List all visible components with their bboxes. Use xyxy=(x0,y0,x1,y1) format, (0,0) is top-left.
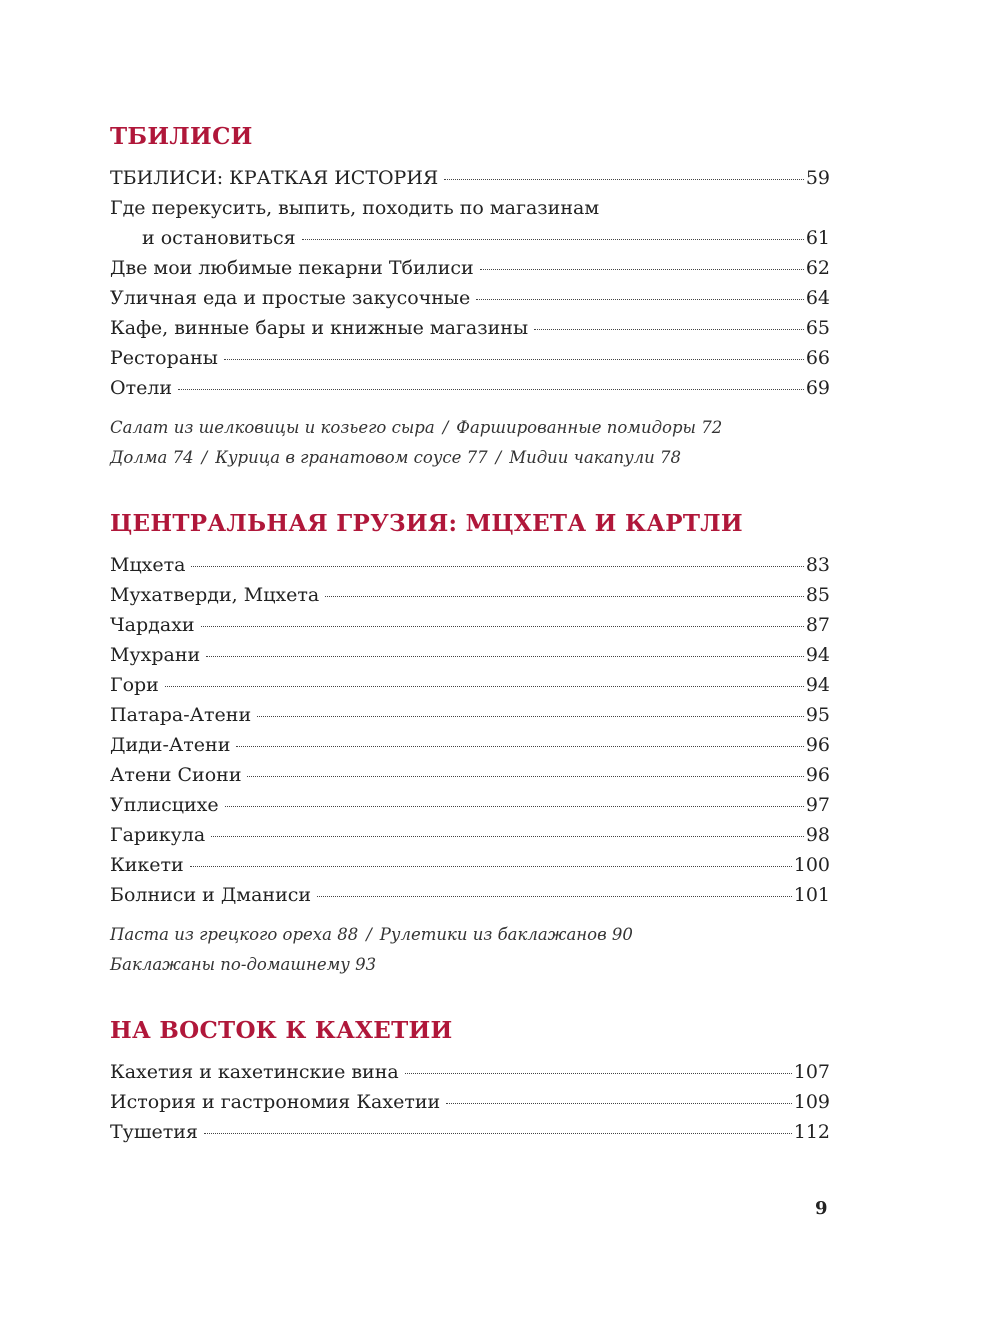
recipe-separator: / xyxy=(495,448,502,467)
page-number: 9 xyxy=(815,1198,828,1219)
toc-entry[interactable] xyxy=(110,670,830,700)
entry-page-number: 101 xyxy=(793,884,830,906)
recipe-link[interactable]: Паста из грецкого ореха 88 xyxy=(110,925,359,944)
entry-label: Кикети xyxy=(110,854,184,876)
dot-leader xyxy=(236,746,803,747)
entry-label: Атени Сиони xyxy=(110,764,242,786)
toc-entry[interactable] xyxy=(110,610,830,640)
toc-entry[interactable] xyxy=(110,790,830,820)
recipe-link[interactable]: Мидии чакапули 78 xyxy=(509,448,682,467)
entry-label: Мцхета xyxy=(110,554,186,576)
entry-label: и остановиться xyxy=(142,227,296,249)
dot-leader xyxy=(190,866,792,867)
entry-page-number: 83 xyxy=(805,554,830,576)
entry-label: Кахетия и кахетинские вина xyxy=(110,1061,399,1083)
toc-entry[interactable] xyxy=(110,343,830,373)
entry-page-number: 112 xyxy=(793,1121,830,1143)
entry-page-number: 94 xyxy=(805,644,830,666)
entry-label: Тушетия xyxy=(110,1121,198,1143)
toc-entry[interactable] xyxy=(110,550,830,580)
section-title: ТБИЛИСИ xyxy=(110,123,253,150)
entry-label: Рестораны xyxy=(110,347,218,369)
section-title: ЦЕНТРАЛЬНАЯ ГРУЗИЯ: МЦХЕТА И КАРТЛИ xyxy=(110,510,743,537)
entry-page-number: 61 xyxy=(805,227,830,249)
toc-entry[interactable] xyxy=(110,163,830,193)
toc-entry[interactable] xyxy=(110,1117,830,1147)
entry-page-number: 62 xyxy=(805,257,830,279)
entry-label: Болниси и Дманиси xyxy=(110,884,312,906)
dot-leader xyxy=(206,656,804,657)
recipe-separator: / xyxy=(201,448,208,467)
dot-leader xyxy=(444,179,804,180)
toc-entry[interactable] xyxy=(110,283,830,313)
entry-label: Диди-Атени xyxy=(110,734,231,756)
recipe-separator: / xyxy=(366,925,372,944)
toc-entry[interactable] xyxy=(110,313,830,343)
entry-label: Уплисцихе xyxy=(110,794,219,816)
entry-label: ТБИЛИСИ: КРАТКАЯ ИСТОРИЯ xyxy=(110,167,439,189)
dot-leader xyxy=(317,896,792,897)
dot-leader xyxy=(480,269,804,270)
entry-page-number: 96 xyxy=(805,734,830,756)
toc-entry[interactable] xyxy=(110,730,830,760)
dot-leader xyxy=(446,1103,792,1104)
entry-label: Отели xyxy=(110,377,173,399)
entry-page-number: 65 xyxy=(805,317,830,339)
entry-page-number: 85 xyxy=(805,584,830,606)
dot-leader xyxy=(178,389,804,390)
dot-leader xyxy=(405,1073,792,1074)
entry-label: Кафе, винные бары и книжные магазины xyxy=(110,317,529,339)
toc-entry[interactable] xyxy=(110,223,830,253)
toc-entry[interactable] xyxy=(110,880,830,910)
section-kakheti xyxy=(110,1014,830,1147)
entry-label: Мухатверди, Мцхета xyxy=(110,584,320,606)
toc-entry[interactable] xyxy=(110,373,830,403)
toc-entry[interactable] xyxy=(110,253,830,283)
entry-label: Патара-Атени xyxy=(110,704,252,726)
recipe-list xyxy=(110,413,830,473)
recipe-link[interactable]: Фаршированные помидоры 72 xyxy=(456,418,723,437)
table-of-contents xyxy=(110,120,830,1147)
section-central-georgia xyxy=(110,507,830,980)
entry-label: Гори xyxy=(110,674,159,696)
entry-page-number: 96 xyxy=(805,764,830,786)
entry-page-number: 87 xyxy=(805,614,830,636)
dot-leader xyxy=(247,776,803,777)
toc-entry[interactable] xyxy=(110,820,830,850)
entry-page-number: 69 xyxy=(805,377,830,399)
entry-page-number: 98 xyxy=(805,824,830,846)
dot-leader xyxy=(534,329,804,330)
dot-leader xyxy=(257,716,804,717)
dot-leader xyxy=(165,686,804,687)
entry-page-number: 100 xyxy=(793,854,830,876)
recipe-line xyxy=(110,920,830,950)
recipe-line xyxy=(110,413,830,443)
entry-label: Уличная еда и простые закусочные xyxy=(110,287,471,309)
dot-leader xyxy=(476,299,804,300)
toc-entry[interactable] xyxy=(110,580,830,610)
dot-leader xyxy=(191,566,803,567)
toc-entry[interactable] xyxy=(110,1057,830,1087)
dot-leader xyxy=(325,596,804,597)
entry-page-number: 59 xyxy=(805,167,830,189)
dot-leader xyxy=(204,1133,792,1134)
recipe-line xyxy=(110,950,830,980)
recipe-separator: / xyxy=(442,418,449,437)
recipe-line xyxy=(110,443,830,473)
toc-entry[interactable] xyxy=(110,760,830,790)
toc-entry[interactable] xyxy=(110,850,830,880)
entry-page-number: 107 xyxy=(793,1061,830,1083)
entry-label: Чардахи xyxy=(110,614,195,636)
entry-label: Две мои любимые пекарни Тбилиси xyxy=(110,257,474,279)
toc-entry[interactable] xyxy=(110,700,830,730)
entry-label: Гарикула xyxy=(110,824,206,846)
entry-page-number: 109 xyxy=(793,1091,830,1113)
recipe-link[interactable]: Рулетики из баклажанов 90 xyxy=(379,925,633,944)
entry-page-number: 66 xyxy=(805,347,830,369)
dot-leader xyxy=(224,359,804,360)
dot-leader xyxy=(201,626,804,627)
dot-leader xyxy=(302,239,804,240)
entry-page-number: 64 xyxy=(805,287,830,309)
entry-page-number: 95 xyxy=(805,704,830,726)
dot-leader xyxy=(225,806,804,807)
toc-entry[interactable] xyxy=(110,640,830,670)
recipe-link[interactable]: Баклажаны по-домашнему 93 xyxy=(110,955,377,974)
section-title: НА ВОСТОК К КАХЕТИИ xyxy=(110,1017,453,1044)
recipe-link[interactable]: Курица в гранатовом соусе 77 xyxy=(215,448,488,467)
entry-page-number: 94 xyxy=(805,674,830,696)
entry-page-number: 97 xyxy=(805,794,830,816)
toc-entry[interactable] xyxy=(110,1087,830,1117)
dot-leader xyxy=(211,836,804,837)
section-tbilisi xyxy=(110,120,830,473)
recipe-link[interactable]: Долма 74 xyxy=(110,448,194,467)
entry-label: История и гастрономия Кахетии xyxy=(110,1091,441,1113)
recipe-list xyxy=(110,920,830,980)
recipe-link[interactable]: Салат из шелковицы и козьего сыра xyxy=(110,418,435,437)
entry-label-line: Где перекусить, выпить, походить по магазинам xyxy=(110,197,600,219)
entry-label: Мухрани xyxy=(110,644,201,666)
